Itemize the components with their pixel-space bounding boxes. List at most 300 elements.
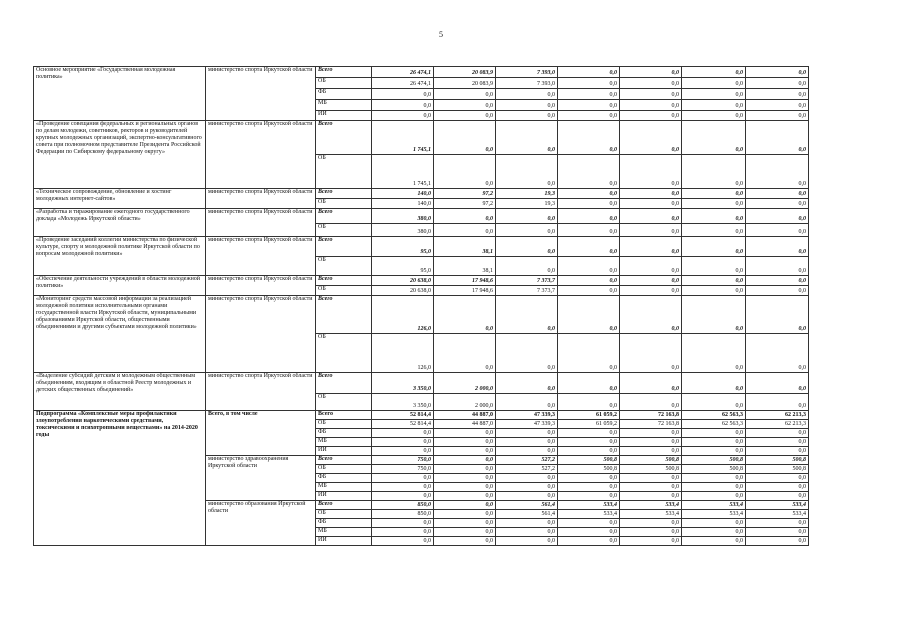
table-row [34,209,809,224]
amount-cell: 0,0 [682,111,746,121]
amount-cell: 0,0 [746,528,809,537]
funding-source: МБ [316,438,372,447]
amount-cell: 0,0 [434,121,496,155]
amount-cell: 0,0 [558,121,620,155]
amount-cell: 0,0 [746,100,809,111]
amount-cell: 0,0 [558,394,620,411]
amount-cell: 750,0 [372,465,434,474]
amount-cell: 0,0 [372,528,434,537]
amount-cell: 0,0 [620,474,682,483]
amount-cell: 0,0 [558,438,620,447]
amount-cell: 26 474,1 [372,78,434,89]
amount-cell: 0,0 [434,447,496,456]
amount-cell: 0,0 [746,209,809,224]
amount-cell: 0,0 [558,474,620,483]
table-row [34,121,809,155]
amount-cell: 62 213,3 [746,411,809,420]
amount-cell: 0,0 [620,537,682,546]
amount-cell: 0,0 [434,100,496,111]
funding-source: Всего [316,411,372,420]
amount-cell: 0,0 [558,224,620,237]
amount-cell: 0,0 [682,155,746,189]
funding-source: МБ [316,483,372,492]
amount-cell: 0,0 [746,224,809,237]
amount-cell: 0,0 [620,100,682,111]
amount-cell: 126,0 [372,334,434,373]
funding-source: ОБ [316,224,372,237]
funding-source: ОБ [316,257,372,276]
amount-cell: 7 373,7 [496,276,558,286]
executor-cell: министерство спорта Иркутской области [206,67,316,121]
amount-cell: 0,0 [558,429,620,438]
amount-cell: 0,0 [682,483,746,492]
amount-cell: 0,0 [620,237,682,257]
amount-cell: 0,0 [558,276,620,286]
amount-cell: 0,0 [558,257,620,276]
amount-cell: 0,0 [620,224,682,237]
funding-source: ИИ [316,492,372,501]
amount-cell: 0,0 [434,456,496,465]
amount-cell: 44 887,0 [434,411,496,420]
amount-cell: 0,0 [620,438,682,447]
executor-cell: министерство спорта Иркутской области [206,296,316,373]
table-row [34,189,809,199]
amount-cell: 0,0 [496,492,558,501]
amount-cell: 0,0 [746,155,809,189]
amount-cell: 0,0 [682,189,746,199]
amount-cell: 7 393,0 [496,78,558,89]
funding-source: ОБ [316,78,372,89]
amount-cell: 0,0 [682,492,746,501]
amount-cell: 0,0 [682,286,746,296]
amount-cell: 0,0 [746,394,809,411]
amount-cell: 72 163,8 [620,411,682,420]
amount-cell: 0,0 [496,519,558,528]
amount-cell: 0,0 [496,224,558,237]
amount-cell: 533,4 [682,510,746,519]
amount-cell: 0,0 [682,199,746,209]
amount-cell: 0,0 [746,78,809,89]
amount-cell: 533,4 [746,510,809,519]
funding-source: Всего [316,501,372,510]
amount-cell: 0,0 [682,447,746,456]
amount-cell: 20 083,9 [434,78,496,89]
amount-cell: 0,0 [558,528,620,537]
amount-cell: 0,0 [558,447,620,456]
amount-cell: 0,0 [434,429,496,438]
amount-cell: 0,0 [620,257,682,276]
amount-cell: 0,0 [496,429,558,438]
subprogram-name: Подпрограмма «Комплексные меры профилактики злоупотребления наркотическими средствами, токсическими и психотропными веществами» на 2014-2020 годы [34,411,206,546]
amount-cell: 0,0 [434,528,496,537]
amount-cell: 0,0 [434,89,496,100]
funding-source: МБ [316,100,372,111]
amount-cell: 0,0 [746,121,809,155]
amount-cell: 500,8 [620,456,682,465]
amount-cell: 0,0 [746,296,809,334]
amount-cell: 0,0 [746,276,809,286]
amount-cell: 62 563,3 [682,411,746,420]
amount-cell: 61 059,2 [558,420,620,429]
amount-cell: 0,0 [434,537,496,546]
table-row [34,296,809,334]
amount-cell: 500,8 [558,465,620,474]
executor-cell: министерство спорта Иркутской области [206,373,316,411]
amount-cell: 0,0 [620,286,682,296]
amount-cell: 0,0 [558,286,620,296]
amount-cell: 0,0 [620,121,682,155]
amount-cell: 0,0 [372,447,434,456]
amount-cell: 0,0 [746,519,809,528]
amount-cell: 0,0 [558,237,620,257]
amount-cell: 0,0 [496,483,558,492]
amount-cell: 0,0 [496,155,558,189]
funding-source: ОБ [316,510,372,519]
amount-cell: 0,0 [558,334,620,373]
amount-cell: 0,0 [682,276,746,286]
amount-cell: 0,0 [746,373,809,394]
amount-cell: 3 350,0 [372,373,434,394]
amount-cell: 0,0 [558,296,620,334]
amount-cell: 0,0 [496,100,558,111]
amount-cell: 533,4 [558,501,620,510]
activity-name: «Мониторинг средств массовой информации за реализацией молодежной политики исполнительными органами государственной власти Иркутской области, муниципальными образованиями Иркутской области, общественными объединениями и другими субъектами молодежной политики» [34,296,206,373]
amount-cell: 0,0 [620,67,682,78]
amount-cell: 0,0 [682,528,746,537]
executor-cell: министерство спорта Иркутской области [206,276,316,296]
amount-cell: 750,0 [372,456,434,465]
amount-cell: 19,3 [496,199,558,209]
amount-cell: 3 350,0 [372,394,434,411]
amount-cell: 0,0 [682,209,746,224]
funding-source: ОБ [316,199,372,209]
amount-cell: 0,0 [746,89,809,100]
amount-cell: 0,0 [434,483,496,492]
funding-source: Всего [316,276,372,286]
amount-cell: 0,0 [434,334,496,373]
funding-source: Всего [316,189,372,199]
amount-cell: 0,0 [746,492,809,501]
amount-cell: 0,0 [434,501,496,510]
amount-cell: 0,0 [746,199,809,209]
amount-cell: 0,0 [620,519,682,528]
funding-source: Всего [316,296,372,334]
funding-source: ИИ [316,537,372,546]
amount-cell: 0,0 [620,429,682,438]
amount-cell: 0,0 [558,111,620,121]
amount-cell: 72 163,8 [620,420,682,429]
amount-cell: 0,0 [372,89,434,100]
amount-cell: 850,0 [372,510,434,519]
amount-cell: 0,0 [496,209,558,224]
amount-cell: 0,0 [746,474,809,483]
amount-cell: 0,0 [496,257,558,276]
amount-cell: 0,0 [372,519,434,528]
amount-cell: 0,0 [558,78,620,89]
activity-name: «Выделение субсидий детским и молодежным общественным объединениям, входящим в областной Реестр молодежных и детских общественных объединений» [34,373,206,411]
amount-cell: 0,0 [746,447,809,456]
amount-cell: 2 000,0 [434,394,496,411]
amount-cell: 0,0 [558,67,620,78]
amount-cell: 0,0 [558,155,620,189]
amount-cell: 20 638,0 [372,286,434,296]
amount-cell: 1 745,1 [372,121,434,155]
amount-cell: 0,0 [620,447,682,456]
amount-cell: 380,0 [372,209,434,224]
amount-cell: 0,0 [682,394,746,411]
amount-cell: 0,0 [746,429,809,438]
funding-source: ИИ [316,447,372,456]
amount-cell: 0,0 [682,257,746,276]
table-row [34,276,809,286]
amount-cell: 0,0 [620,111,682,121]
amount-cell: 0,0 [620,334,682,373]
amount-cell: 0,0 [372,438,434,447]
table-row [34,237,809,257]
amount-cell: 0,0 [682,237,746,257]
amount-cell: 0,0 [746,334,809,373]
executor-cell: министерство спорта Иркутской области [206,121,316,189]
funding-source: ФБ [316,474,372,483]
amount-cell: 0,0 [746,483,809,492]
amount-cell: 0,0 [558,189,620,199]
amount-cell: 44 887,0 [434,420,496,429]
funding-source: ФБ [316,519,372,528]
amount-cell: 0,0 [496,89,558,100]
funding-source: ОБ [316,334,372,373]
amount-cell: 62 563,3 [682,420,746,429]
funding-source: Всего [316,67,372,78]
amount-cell: 47 339,3 [496,411,558,420]
amount-cell: 0,0 [372,492,434,501]
amount-cell: 0,0 [496,121,558,155]
amount-cell: 7 373,7 [496,286,558,296]
amount-cell: 38,1 [434,237,496,257]
amount-cell: 52 814,4 [372,420,434,429]
amount-cell: 0,0 [558,89,620,100]
activity-name: «Проведение совещания федеральных и региональных органов по делам молодежи, советников, ректоров и руководителей крупных молодежных организаций, экспертно-консультативного совета при полномочном представителе Президента Российской Федерации по Сибирскому федеральному округу» [34,121,206,189]
amount-cell: 0,0 [682,78,746,89]
funding-source: ОБ [316,155,372,189]
amount-cell: 0,0 [372,474,434,483]
amount-cell: 140,0 [372,199,434,209]
funding-source: ОБ [316,465,372,474]
amount-cell: 17 948,6 [434,286,496,296]
funding-source: ФБ [316,89,372,100]
amount-cell: 0,0 [434,465,496,474]
amount-cell: 0,0 [620,276,682,286]
amount-cell: 0,0 [434,510,496,519]
amount-cell: 0,0 [682,100,746,111]
amount-cell: 0,0 [682,121,746,155]
executor-cell: Всего, в том числе [206,411,316,456]
amount-cell: 0,0 [496,334,558,373]
amount-cell: 0,0 [620,78,682,89]
table-row [34,67,809,78]
amount-cell: 0,0 [682,438,746,447]
amount-cell: 0,0 [372,483,434,492]
activity-name: Основное мероприятие «Государственная молодежная политика» [34,67,206,121]
amount-cell: 0,0 [620,89,682,100]
amount-cell: 0,0 [496,111,558,121]
amount-cell: 95,0 [372,257,434,276]
amount-cell: 0,0 [496,394,558,411]
amount-cell: 0,0 [620,296,682,334]
amount-cell: 0,0 [558,492,620,501]
amount-cell: 0,0 [558,373,620,394]
amount-cell: 0,0 [682,537,746,546]
amount-cell: 0,0 [682,429,746,438]
amount-cell: 0,0 [434,111,496,121]
amount-cell: 0,0 [682,373,746,394]
amount-cell: 140,0 [372,189,434,199]
amount-cell: 26 474,1 [372,67,434,78]
amount-cell: 0,0 [746,67,809,78]
activity-name: «Обеспечение деятельности учреждений в области молодежной политики» [34,276,206,296]
amount-cell: 850,0 [372,501,434,510]
amount-cell: 0,0 [434,474,496,483]
amount-cell: 0,0 [620,483,682,492]
amount-cell: 0,0 [434,224,496,237]
amount-cell: 533,4 [746,501,809,510]
amount-cell: 561,4 [496,510,558,519]
amount-cell: 0,0 [558,537,620,546]
amount-cell: 0,0 [620,528,682,537]
amount-cell: 0,0 [558,483,620,492]
amount-cell: 0,0 [434,492,496,501]
amount-cell: 0,0 [746,438,809,447]
amount-cell: 0,0 [620,492,682,501]
amount-cell: 61 059,2 [558,411,620,420]
amount-cell: 0,0 [682,519,746,528]
amount-cell: 380,0 [372,224,434,237]
amount-cell: 0,0 [620,209,682,224]
amount-cell: 0,0 [682,67,746,78]
amount-cell: 20 083,9 [434,67,496,78]
amount-cell: 0,0 [496,296,558,334]
amount-cell: 0,0 [620,394,682,411]
amount-cell: 500,8 [620,465,682,474]
amount-cell: 0,0 [372,100,434,111]
amount-cell: 20 638,0 [372,276,434,286]
amount-cell: 533,4 [558,510,620,519]
amount-cell: 0,0 [434,519,496,528]
executor-cell: министерство спорта Иркутской области [206,237,316,276]
amount-cell: 1 745,1 [372,155,434,189]
amount-cell: 52 814,4 [372,411,434,420]
funding-source: ОБ [316,394,372,411]
amount-cell: 95,0 [372,237,434,257]
amount-cell: 533,4 [682,501,746,510]
amount-cell: 500,8 [746,465,809,474]
activity-name: «Проведение заседаний коллегии министерства по физической культуре, спорту и молодежной политике Иркутской области по вопросам молодежной политики» [34,237,206,276]
amount-cell: 0,0 [496,447,558,456]
amount-cell: 0,0 [372,111,434,121]
executor-cell: министерство здравоохранения Иркутской области [206,456,316,501]
amount-cell: 533,4 [620,501,682,510]
amount-cell: 0,0 [746,537,809,546]
executor-cell: министерство образования Иркутской области [206,501,316,546]
executor-cell: министерство спорта Иркутской области [206,189,316,209]
page-number: 5 [439,30,443,39]
amount-cell: 561,4 [496,501,558,510]
amount-cell: 0,0 [682,89,746,100]
funding-source: Всего [316,237,372,257]
amount-cell: 0,0 [496,237,558,257]
amount-cell: 0,0 [496,373,558,394]
amount-cell: 19,3 [496,189,558,199]
amount-cell: 0,0 [746,111,809,121]
amount-cell: 0,0 [620,373,682,394]
amount-cell: 0,0 [558,199,620,209]
amount-cell: 2 000,0 [434,373,496,394]
amount-cell: 0,0 [372,429,434,438]
amount-cell: 0,0 [682,474,746,483]
activity-name: «Техническое сопровождение, обновление и хостинг молодежных интернет-сайтов» [34,189,206,209]
funding-source: ОБ [316,420,372,429]
funding-source: ИИ [316,111,372,121]
amount-cell: 0,0 [620,189,682,199]
table-row [34,373,809,394]
amount-cell: 0,0 [496,537,558,546]
amount-cell: 97,2 [434,199,496,209]
amount-cell: 0,0 [746,189,809,199]
amount-cell: 0,0 [746,237,809,257]
amount-cell: 0,0 [434,155,496,189]
amount-cell: 0,0 [558,519,620,528]
funding-source: Всего [316,456,372,465]
amount-cell: 0,0 [682,296,746,334]
amount-cell: 500,8 [682,456,746,465]
funding-source: Всего [316,373,372,394]
amount-cell: 97,2 [434,189,496,199]
amount-cell: 0,0 [434,296,496,334]
amount-cell: 0,0 [434,438,496,447]
executor-cell: министерство спорта Иркутской области [206,209,316,237]
amount-cell: 0,0 [746,257,809,276]
amount-cell: 500,8 [746,456,809,465]
amount-cell: 0,0 [558,209,620,224]
amount-cell: 533,4 [620,510,682,519]
amount-cell: 0,0 [682,224,746,237]
amount-cell: 0,0 [558,100,620,111]
amount-cell: 500,8 [682,465,746,474]
amount-cell: 7 393,0 [496,67,558,78]
amount-cell: 38,1 [434,257,496,276]
amount-cell: 0,0 [620,199,682,209]
funding-source: МБ [316,528,372,537]
amount-cell: 0,0 [496,438,558,447]
budget-table [33,66,809,546]
amount-cell: 527,2 [496,465,558,474]
amount-cell: 0,0 [434,209,496,224]
amount-cell: 0,0 [372,537,434,546]
funding-source: Всего [316,121,372,155]
amount-cell: 0,0 [496,474,558,483]
activity-name: «Разработка и тиражирование ежегодного государственного доклада «Молодежь Иркутской области» [34,209,206,237]
funding-source: Всего [316,209,372,224]
amount-cell: 0,0 [620,155,682,189]
table-row [34,411,809,420]
amount-cell: 0,0 [496,528,558,537]
amount-cell: 126,0 [372,296,434,334]
amount-cell: 62 213,3 [746,420,809,429]
amount-cell: 500,8 [558,456,620,465]
funding-source: ОБ [316,286,372,296]
amount-cell: 47 339,3 [496,420,558,429]
amount-cell: 0,0 [682,334,746,373]
amount-cell: 0,0 [746,286,809,296]
